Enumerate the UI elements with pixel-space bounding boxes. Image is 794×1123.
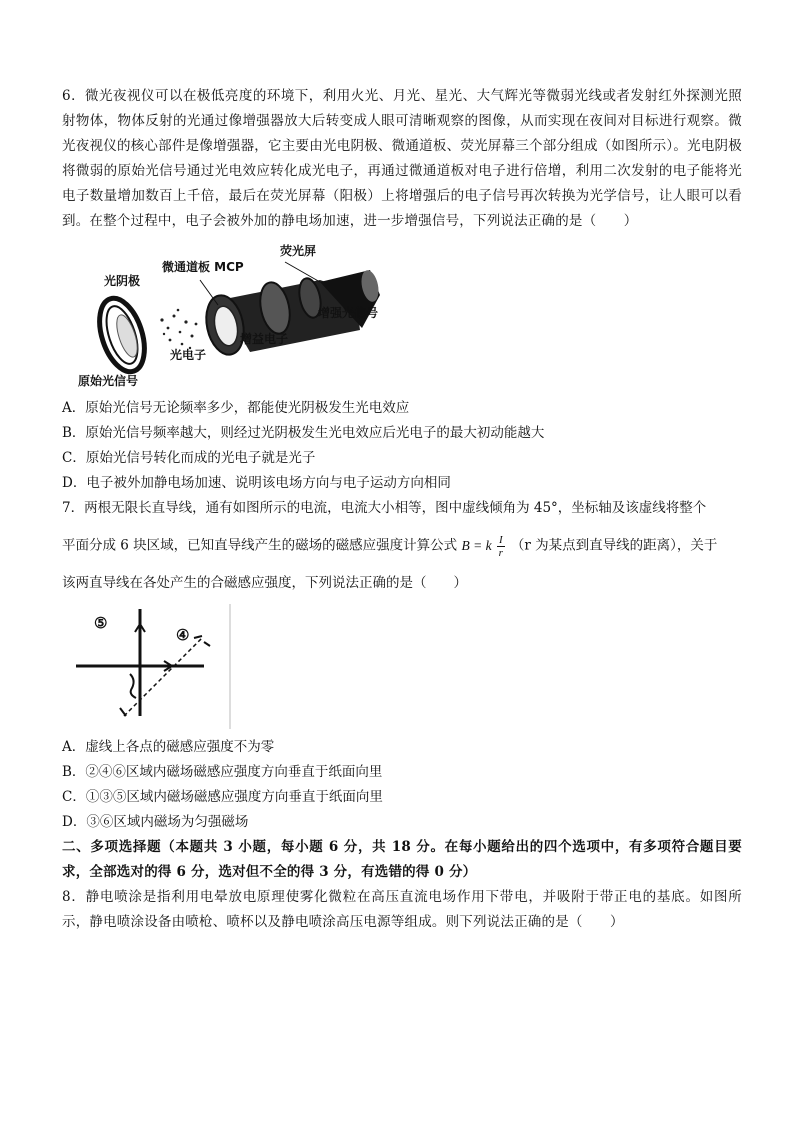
magnetic-formula <box>461 533 506 559</box>
formula-numerator: I <box>498 534 503 547</box>
q7-line1: 7．两根无限长直导线，通有如图所示的电流，电流大小相等，图中虚线倾角为 45°，坐标轴及该虚线将整个 <box>62 500 707 516</box>
label-enhanced-signal: 增强光信号 <box>318 306 379 320</box>
label-mcp: 微通道板 MCP <box>162 260 244 274</box>
exam-page <box>62 84 742 935</box>
q7-line2-pre: 平面分成 6 块区域，已知直导线产生的磁场的磁感应强度计算公式 <box>62 537 458 554</box>
formula-fraction <box>497 534 505 559</box>
q7-line3: 该两直导线在各处产生的合磁感应强度，下列说法正确的是（ ） <box>62 575 467 592</box>
q8-stem: 8．静电喷涂是指利用电晕放电原理使雾化微粒在高压直流电场作用下带电，并吸附于带正电的基底。如图所示，静电喷涂设备由喷枪、喷杯以及静电喷涂高压电源等组成。则下列说法正确的是（ ） <box>62 889 742 931</box>
q6-option-a: A．原始光信号无论频率多少，都能使光阴极发生光电效应 <box>62 400 410 416</box>
label-gain-electron: 增益电子 <box>240 332 289 346</box>
q7-line2-post: （r 为某点到直导线的距离），关于 <box>510 537 718 554</box>
q6-option-d: D．电子被外加静电场加速、说明该电场方向与电子运动方向相同 <box>62 475 451 491</box>
formula-lhs: B = k <box>461 538 492 553</box>
label-cathode: 光阴极 <box>104 274 141 288</box>
q7-option-b: B．②④⑥区域内磁场磁感应强度方向垂直于纸面向里 <box>62 764 383 781</box>
region-5-label: ⑤ <box>94 614 108 633</box>
label-original-signal: 原始光信号 <box>78 374 139 388</box>
formula-denominator: r <box>498 547 503 560</box>
q7-option-c: C．①③⑤区域内磁场磁感应强度方向垂直于纸面向里 <box>62 789 383 806</box>
q6-option-c: C．原始光信号转化而成的光电子就是光子 <box>62 450 316 466</box>
q6-stem: 6．微光夜视仪可以在极低亮度的环境下，利用火光、月光、星光、大气辉光等微弱光线或者发射红外探测光照射物体，物体反射的光通过像增强器放大后转变成人眼可清晰观察的图像，从而实现在夜间对目标进行观察。微光夜视仪的核心部件是像增强器，它主要由光电阴极、微通道板、荧光屏幕三个部分组成（如图所示）。光电阴极将微弱的原始光信号通过光电效应转化成光电子，再通过微通道板对电子进行倍增，利用二次发射的电子能将光电子数量增加数百上千倍，最后在荧光屏幕（阳极）上将增强后的电子信号再次转换为光学信号，让人眼可以看到。在整个过程中，电子会被外加的静电场加速，进一步增强信号，下列说法正确的是（ ） <box>62 88 742 229</box>
section2-heading: 二、多项选择题（本题共 3 小题，每小题 6 分，共 18 分。在每小题给出的四个选项中，有多项符合题目要求，全部选对的得 6 分，选对但不全的得 3 分，有选错的得 0 分） <box>62 839 742 881</box>
label-photoelectron: 光电子 <box>170 348 207 362</box>
q6-option-b: B．原始光信号频率越大，则经过光阴极发生光电效应后光电子的最大初动能越大 <box>62 425 545 441</box>
label-screen: 荧光屏 <box>280 244 317 258</box>
q7-option-d: D．③⑥区域内磁场为匀强磁场 <box>62 814 249 831</box>
q7-line2 <box>62 533 742 559</box>
image-intensifier-figure <box>70 240 400 390</box>
q7-option-a: A．虚线上各点的磁感应强度不为零 <box>62 739 275 756</box>
region-4-label: ④ <box>176 626 190 645</box>
wires-figure <box>72 604 242 729</box>
